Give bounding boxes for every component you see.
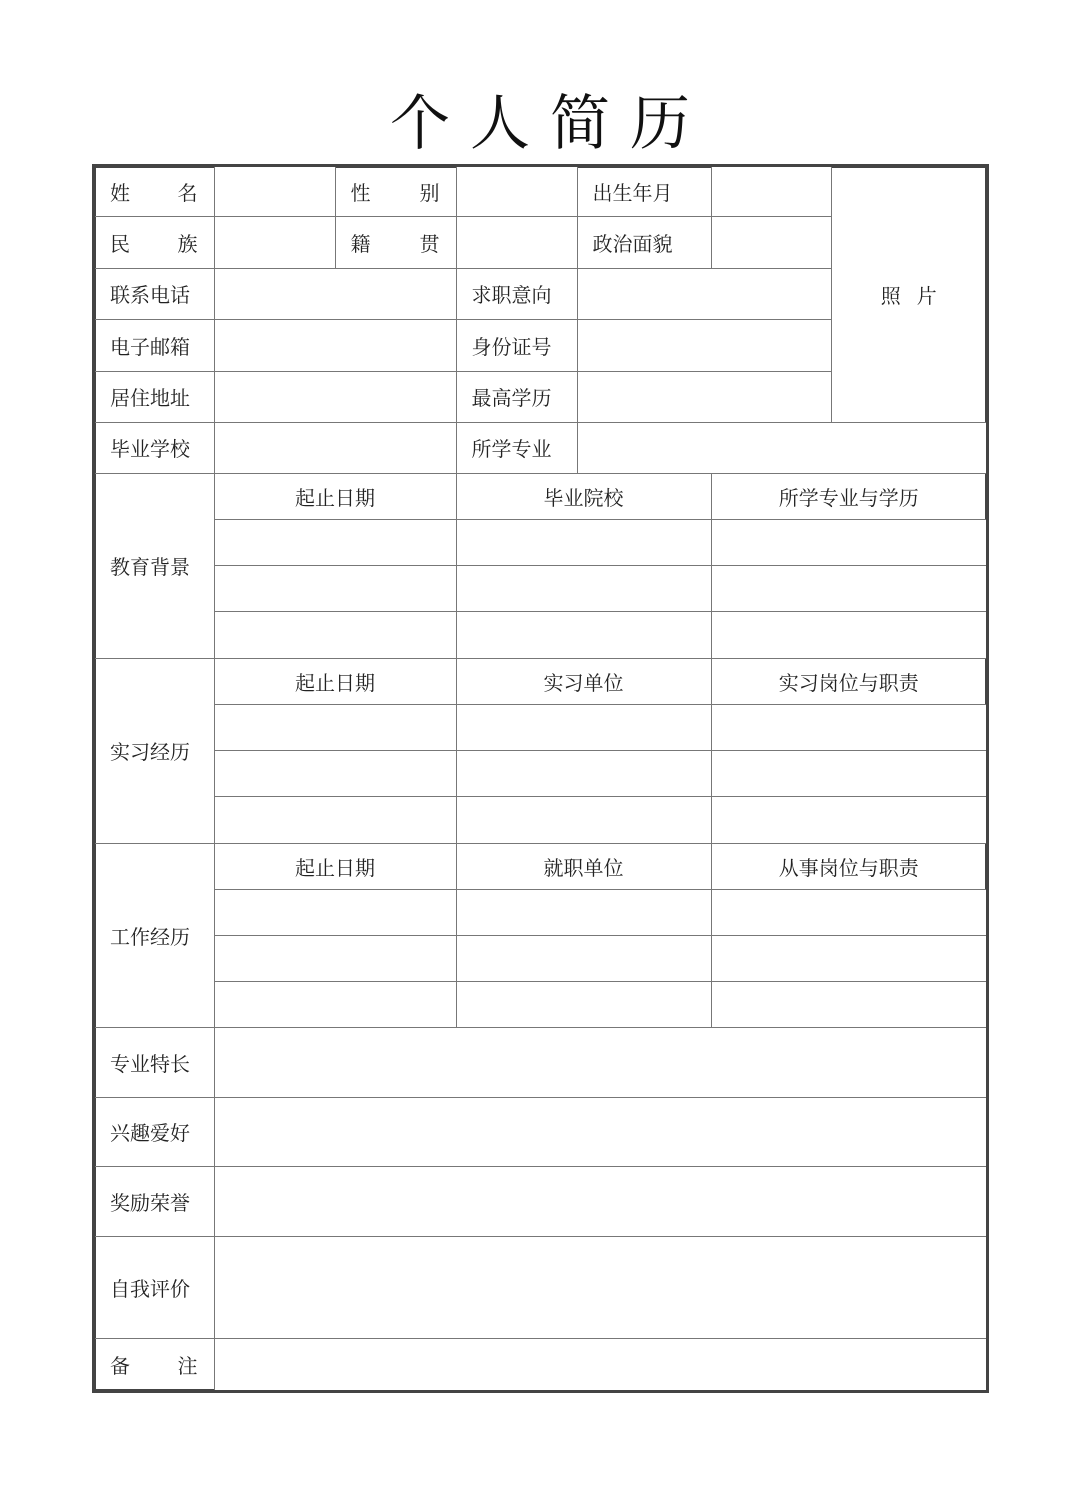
work-row-3-dates[interactable] [214,981,456,1027]
education-row-1-dates[interactable] [214,519,456,565]
phone-field[interactable] [214,268,456,319]
internship-row-2-dates[interactable] [214,750,456,796]
skills-label: 专业特长 [95,1027,214,1097]
internship-row-3-role[interactable] [711,796,986,843]
internship-row-2-company[interactable] [456,750,711,796]
hobbies-field[interactable] [214,1097,986,1166]
work-row-2-dates[interactable] [214,935,456,981]
work-header-company: 就职单位 [456,843,711,889]
work-row-1-dates[interactable] [214,889,456,935]
origin-field[interactable] [456,216,577,268]
job-intent-label: 求职意向 [456,268,577,319]
education-row-2-major[interactable] [711,565,986,611]
skills-field[interactable] [214,1027,986,1097]
internship-row-3-company[interactable] [456,796,711,843]
school-label: 毕业学校 [95,422,214,473]
internship-row-1-dates[interactable] [214,704,456,750]
major-label: 所学专业 [456,422,577,473]
school-field[interactable] [214,422,456,473]
gender-field[interactable] [456,167,577,216]
internship-header-company: 实习单位 [456,658,711,704]
phone-label: 联系电话 [95,268,214,319]
self-eval-label: 自我评价 [95,1236,214,1338]
internship-row-1-role[interactable] [711,704,986,750]
work-row-1-company[interactable] [456,889,711,935]
education-row-1-school[interactable] [456,519,711,565]
address-field[interactable] [214,371,456,422]
education-header-dates: 起止日期 [214,473,456,519]
internship-row-3-dates[interactable] [214,796,456,843]
remarks-field[interactable] [214,1338,986,1390]
job-intent-field[interactable] [577,268,831,319]
ethnicity-field[interactable] [214,216,335,268]
resume-table [95,167,986,1390]
address-label: 居住地址 [95,371,214,422]
email-field[interactable] [214,319,456,371]
remarks-label: 备 注 [95,1338,214,1390]
self-eval-field[interactable] [214,1236,986,1338]
email-label: 电子邮箱 [95,319,214,371]
origin-label: 籍 贯 [335,216,456,268]
education-level-label: 最高学历 [456,371,577,422]
gender-label: 性 别 [335,167,456,216]
internship-header-role: 实习岗位与职责 [711,658,986,704]
education-header-school: 毕业院校 [456,473,711,519]
name-label: 姓 名 [95,167,214,216]
education-level-field[interactable] [577,371,831,422]
political-label: 政治面貌 [577,216,711,268]
political-field[interactable] [711,216,831,268]
work-header-dates: 起止日期 [214,843,456,889]
education-section-label: 教育背景 [95,473,214,658]
internship-row-1-company[interactable] [456,704,711,750]
internship-row-2-role[interactable] [711,750,986,796]
id-number-field[interactable] [577,319,831,371]
ethnicity-label: 民 族 [95,216,214,268]
work-row-2-role[interactable] [711,935,986,981]
major-field[interactable] [577,422,986,473]
education-row-2-dates[interactable] [214,565,456,611]
education-row-2-school[interactable] [456,565,711,611]
awards-field[interactable] [214,1166,986,1236]
education-row-3-major[interactable] [711,611,986,658]
work-row-3-role[interactable] [711,981,986,1027]
awards-label: 奖励荣誉 [95,1166,214,1236]
page-title: 个人简历 [390,89,710,159]
education-row-3-dates[interactable] [214,611,456,658]
education-row-3-school[interactable] [456,611,711,658]
birth-field[interactable] [711,167,831,216]
work-header-role: 从事岗位与职责 [711,843,986,889]
work-row-1-role[interactable] [711,889,986,935]
work-row-3-company[interactable] [456,981,711,1027]
birth-label: 出生年月 [577,167,711,216]
internship-header-dates: 起止日期 [214,658,456,704]
photo-box[interactable]: 照片 [831,167,986,422]
id-number-label: 身份证号 [456,319,577,371]
education-row-1-major[interactable] [711,519,986,565]
name-field[interactable] [214,167,335,216]
work-section-label: 工作经历 [95,843,214,1027]
work-row-2-company[interactable] [456,935,711,981]
hobbies-label: 兴趣爱好 [95,1097,214,1166]
internship-section-label: 实习经历 [95,658,214,843]
education-header-major: 所学专业与学历 [711,473,986,519]
